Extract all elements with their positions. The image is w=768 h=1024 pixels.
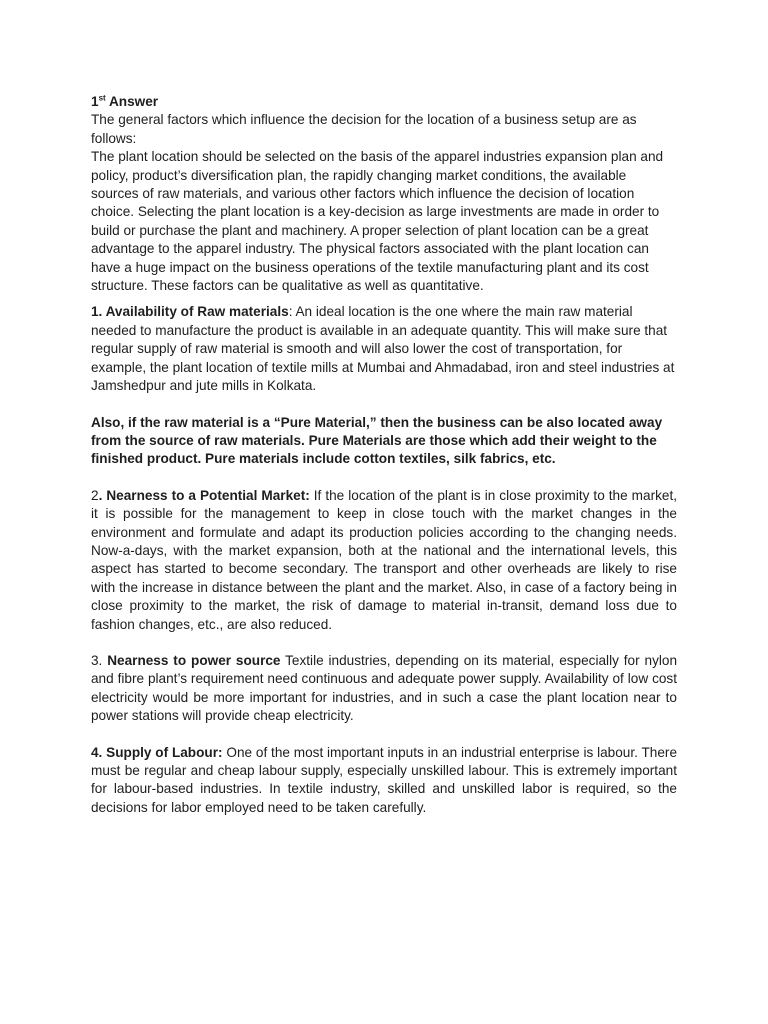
factor-potential-market-number: 2 <box>91 487 99 503</box>
factor-power-source-number: 3. <box>91 652 108 668</box>
pure-material-note-text: Also, if the raw material is a “Pure Material,” then the business can be also located away from the source of raw materials. Pure Materials are those which add their weight to the finished product. Pure materials include cotton textiles, silk fabrics, etc. <box>91 414 663 467</box>
factor-potential-market-text: If the location of the plant is in close proximity to the market, it is possible for the management to keep in close touch with the market changes in the environment and formulate and adapt its production policies according to the changing needs. Now-a-days, with the market expansion, both at the national and the international levels, this aspect has started to become secondary. The transport and other overheads are likely to rise with the increase in distance between the plant and the market. Also, in case of a factory being in close proximity to the market, the risk of damage to material in-transit, demand loss due to fashion changes, etc., are also reduced. <box>91 487 678 632</box>
factor-labour-supply <box>91 744 677 818</box>
answer-word: Answer <box>108 94 159 109</box>
factor-raw-materials-title: 1. Availability of Raw materials <box>91 304 289 320</box>
factor-raw-materials <box>91 303 677 395</box>
intro-paragraph: The plant location should be selected on the basis of the apparel industries expansion plan and policy, product’s diversification plan, the rapidly changing market conditions, the available sources of raw materials, and various other factors which influence the decision of location choice. Selecting the plant location is a key-decision as large investments are made in order to build or purchase the plant and machinery. A proper selection of plant location can be a great advantage to the apparel industry. The physical factors associated with the plant location can have a huge impact on the business operations of the textile manufacturing plant and its cost structure. These factors can be qualitative as well as quantitative. <box>91 149 664 294</box>
factor-raw-materials-text: : An ideal location is the one where the main raw material needed to manufacture the product is available in an adequate quantity. This will make sure that regular supply of raw material is smooth and will also lower the cost of transportation, for example, the plant location of textile mills at Mumbai and Ahmadabad, iron and steel industries at Jamshedpur and jute mills in Kolkata. <box>91 304 675 394</box>
answer-heading <box>91 93 677 111</box>
factor-power-source-text: Textile industries, depending on its material, especially for nylon and fibre plant’s requirement need continuous and adequate power supply. Availability of low cost electricity would be more important for industries, and in such a case the plant location near to power stations will provide cheap electricity. <box>91 652 678 724</box>
factor-power-source-title: Nearness to power source <box>107 652 281 668</box>
document-page <box>91 93 677 817</box>
intro-line: The general factors which influence the decision for the location of a business setup are as follows: <box>91 112 637 146</box>
factor-power-source <box>91 652 677 726</box>
factor-potential-market <box>91 487 677 634</box>
factor-labour-supply-title: 4. Supply of Labour: <box>91 744 223 760</box>
answer-ordinal-suffix: st <box>98 93 106 103</box>
answer-number: 1 <box>91 94 99 109</box>
factor-potential-market-title: . Nearness to a Potential Market: <box>98 487 310 503</box>
pure-material-note <box>91 414 677 469</box>
factor-labour-supply-text: One of the most important inputs in an industrial enterprise is labour. There must be regular and cheap labour supply, especially unskilled labour. This is extremely important for labour-based industries. In textile industry, skilled and unskilled labor is required, so the decisions for labor employed need to be taken carefully. <box>91 744 678 815</box>
